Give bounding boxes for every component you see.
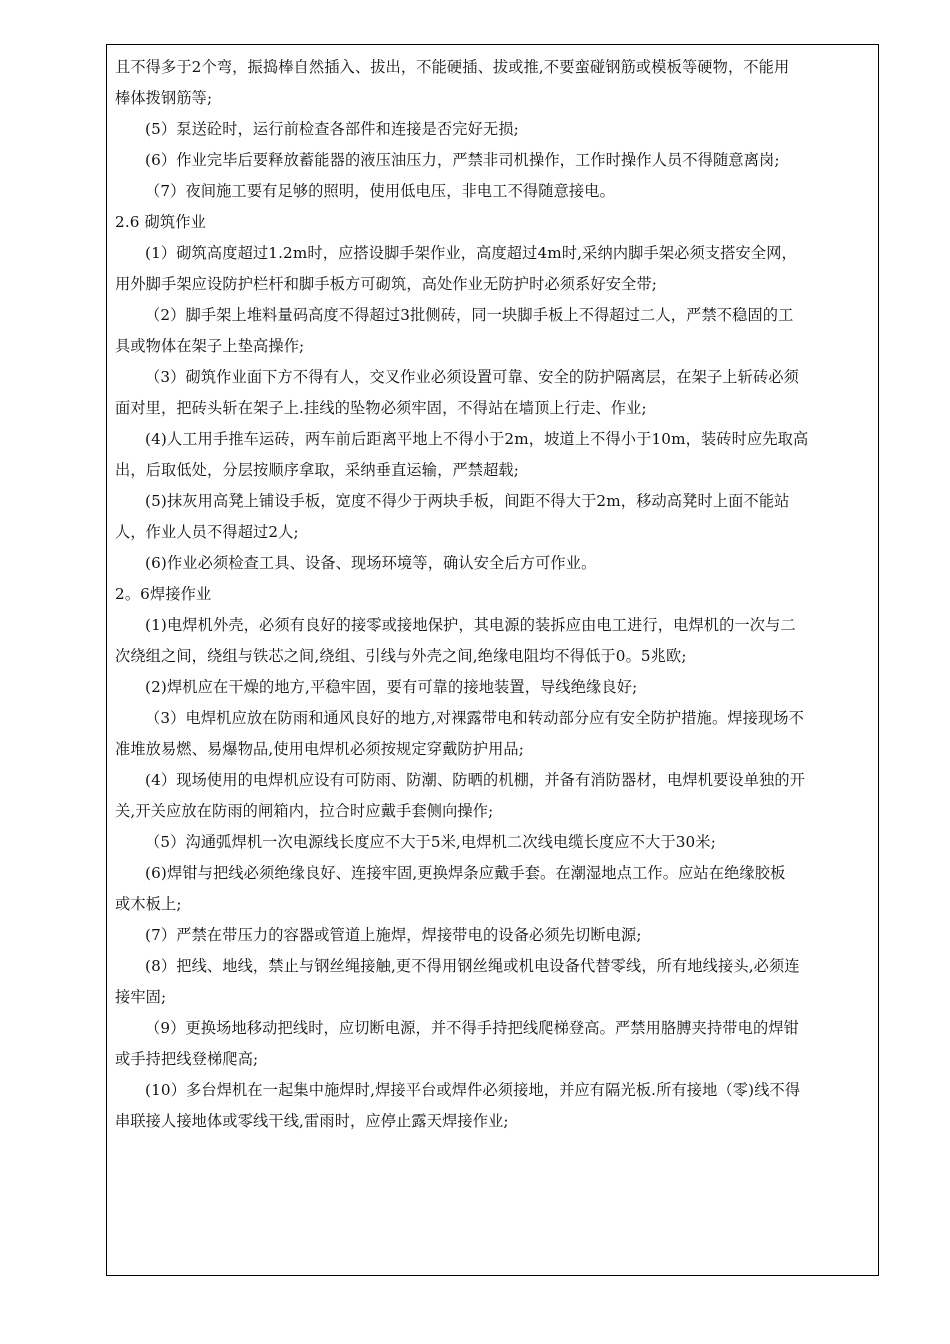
text-line: (5）泵送砼时，运行前检查各部件和连接是否完好无损; (145, 120, 519, 138)
text-line: 2.6 砌筑作业 (115, 213, 206, 231)
text-line: 出，后取低处，分层按顺序拿取，采纳垂直运输，严禁超载; (115, 461, 520, 479)
text-line: （3）电焊机应放在防雨和通风良好的地方,对裸露带电和转动部分应有安全防护措施。焊接现场不 (145, 709, 804, 727)
document-body (115, 52, 872, 1137)
text-line: (2)焊机应在干燥的地方,平稳牢固，要有可靠的接地装置，导线绝缘良好; (145, 678, 638, 696)
text-line: 面对里，把砖头斩在架子上.挂线的坠物必须牢固，不得站在墙顶上行走、作业; (115, 399, 647, 417)
text-line: (4)人工用手推车运砖，两车前后距离平地上不得小于2m，坡道上不得小于10m，装砖时应先取高 (145, 430, 809, 448)
text-line: 具或物体在架子上垫高操作; (115, 337, 305, 355)
text-line: 次绕组之间，绕组与铁芯之间,绕组、引线与外壳之间,绝缘电阻均不得低于0。5兆欧; (115, 647, 687, 665)
text-line: (6）作业完毕后要释放蓄能器的液压油压力，严禁非司机操作，工作时操作人员不得随意离岗; (145, 151, 780, 169)
text-line: 用外脚手架应设防护栏杆和脚手板方可砌筑，高处作业无防护时必须系好安全带; (115, 275, 658, 293)
text-line: （9）更换场地移动把线时，应切断电源，并不得手持把线爬梯登高。严禁用胳膊夹持带电的焊钳 (145, 1019, 799, 1037)
text-line: (8）把线、地线，禁止与钢丝绳接触,更不得用钢丝绳或机电设备代替零线，所有地线接头,必须连 (145, 957, 800, 975)
text-line: 棒体拨钢筋等; (115, 89, 213, 107)
text-line: (1)电焊机外壳，必须有良好的接零或接地保护，其电源的装拆应由电工进行，电焊机的一次与二 (145, 616, 796, 634)
text-line: 或木板上; (115, 895, 182, 913)
text-line: (4）现场使用的电焊机应设有可防雨、防潮、防晒的机棚，并备有消防器材，电焊机要设单独的开 (145, 771, 806, 789)
text-line: (7）严禁在带压力的容器或管道上施焊，焊接带电的设备必须先切断电源; (145, 926, 642, 944)
page-frame (106, 44, 879, 1276)
text-line: 关,开关应放在防雨的闸箱内，拉合时应戴手套侧向操作; (115, 802, 494, 820)
text-line: 准堆放易燃、易爆物品,使用电焊机必须按规定穿戴防护用品; (115, 740, 525, 758)
text-line: （7）夜间施工要有足够的照明，使用低电压，非电工不得随意接电。 (145, 182, 615, 200)
text-line: （2）脚手架上堆料量码高度不得超过3批侧砖，同一块脚手板上不得超过二人，严禁不稳固的工 (145, 306, 794, 324)
text-line: 2。6焊接作业 (115, 585, 212, 603)
text-line: 接牢固; (115, 988, 167, 1006)
text-line: (6)焊钳与把线必须绝缘良好、连接牢固,更换焊条应戴手套。在潮湿地点工作。应站在绝缘胶板 (145, 864, 786, 882)
text-line: 串联接人接地体或零线干线,雷雨时，应停止露天焊接作业; (115, 1112, 509, 1130)
text-line: （3）砌筑作业面下方不得有人，交叉作业必须设置可靠、安全的防护隔离层，在架子上斩砖必须 (145, 368, 799, 386)
text-line: 人，作业人员不得超过2人; (115, 523, 299, 541)
text-line: (1）砌筑高度超过1.2m时，应搭设脚手架作业，高度超过4m时,采纳内脚手架必须支搭安全网， (145, 244, 797, 262)
text-line: (5)抹灰用高凳上铺设手板，宽度不得少于两块手板，间距不得大于2m，移动高凳时上面不能站 (145, 492, 790, 510)
text-line: (10）多台焊机在一起集中施焊时,焊接平台或焊件必须接地，并应有隔光板.所有接地（零)线不得 (145, 1081, 801, 1099)
text-line: （5）沟通弧焊机一次电源线长度应不大于5米,电焊机二次线电缆长度应不大于30米; (145, 833, 716, 851)
text-line: (6)作业必须检查工具、设备、现场环境等，确认安全后方可作业。 (145, 554, 597, 572)
text-line: 且不得多于2个弯，振捣棒自然插入、拔出，不能硬插、拔或推,不要蛮碰钢筋或模板等硬物，不能用 (115, 58, 790, 76)
text-line: 或手持把线登梯爬高; (115, 1050, 259, 1068)
